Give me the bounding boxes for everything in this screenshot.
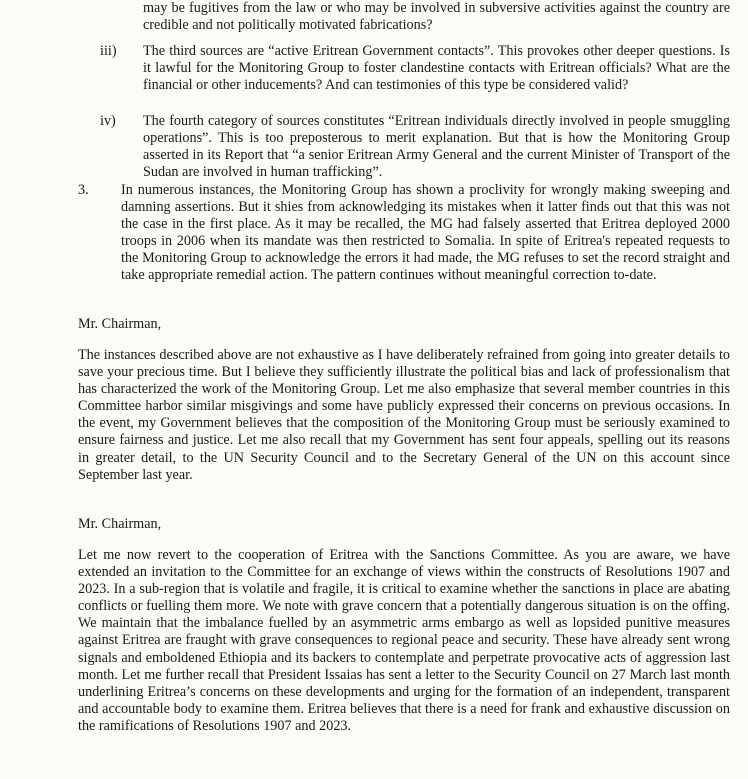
subitem-iv-text: The fourth category of sources constitutes “Eritrean individuals directly involved in people smuggling operations”. This is too preposterous to merit explanation. But that is how the Monitoring Group asserted in its Report that “a senior Eritrean Army General and the current Minister of Transport of the Sudan are involved in human trafficking”.: [143, 113, 730, 181]
salutation-2: Mr. Chairman,: [78, 516, 162, 532]
salutation-1: Mr. Chairman,: [78, 316, 162, 332]
paragraph-1: The instances described above are not exhaustive as I have deliberately refrained from going into greater details to save your precious time. But I believe they sufficiently illustrate the political bias and lack of professionalism that has characterized the work of the Monitoring Group. Let me also emphasize that several member countries in this Committee harbor similar misgivings and some have publicly expressed their concerns on previous occasions. In the event, my Government believes that the composition of the Monitoring Group must be seriously examined to ensure fairness and justice. Let me also recall that my Government has sent four appeals, spelling out its reasons in greater detail, to the UN Security Council and to the Secretary General of the UN on this account since September last year.: [78, 347, 730, 483]
subitem-label-iv: iv): [100, 113, 116, 129]
subitem-iii-text: The third sources are “active Eritrean Government contacts”. This provokes other deeper questions. Is it lawful for the Monitoring Group to foster clandestine contacts with Eritrean officials? What are the financial or other inducements? And can testimonies of this type be considered valid?: [143, 43, 730, 94]
paragraph-2: Let me now revert to the cooperation of Eritrea with the Sanctions Committee. As you are aware, we have extended an invitation to the Committee for an exchange of views within the constructs of Resolutions 1907 and 2023. In a sub-region that is volatile and fragile, it is critical to examine whether the sanctions in place are abating conflicts or fuelling them more. We note with grave concern that a potentially dangerous situation is on the offing. We maintain that the imbalance fuelled by an asymmetric arms embargo as well as lopsided punitive measures against Eritrea are fraught with grave consequences to regional peace and security. These have already sent wrong signals and emboldened Ethiopia and its backers to contemplate and perpetrate provocative acts of aggression last month. Let me further recall that President Issaias has sent a letter to the Security Council on 27 March last month underlining Eritrea’s concerns on these developments and urging for the formation of an independent, transparent and accountable body to examine them. Eritrea believes that there is a need for frank and exhaustive discussion on the ramifications of Resolutions 1907 and 2023.: [78, 547, 730, 734]
subitem-label-iii: iii): [100, 43, 117, 59]
continuation-text: may be fugitives from the law or who may be involved in subversive activities against the country are credible and not politically motivated fabrications?: [143, 0, 730, 34]
item-label-3: 3.: [78, 182, 89, 198]
item-3-text: In numerous instances, the Monitoring Group has shown a proclivity for wrongly making sweeping and damning assertions. But it shies from acknowledging its mistakes when it latter finds out that this was not the case in the first place. As it may be recalled, the MG had falsely asserted that Eritrea deployed 2000 troops in 2006 when its mandate was then restricted to Somalia. In spite of Eritrea's repeated requests to the Monitoring Group to acknowledge the errors it had made, the MG refuses to set the record straight and take appropriate remedial action. The pattern continues without meaningful correction to-date.: [121, 182, 730, 284]
